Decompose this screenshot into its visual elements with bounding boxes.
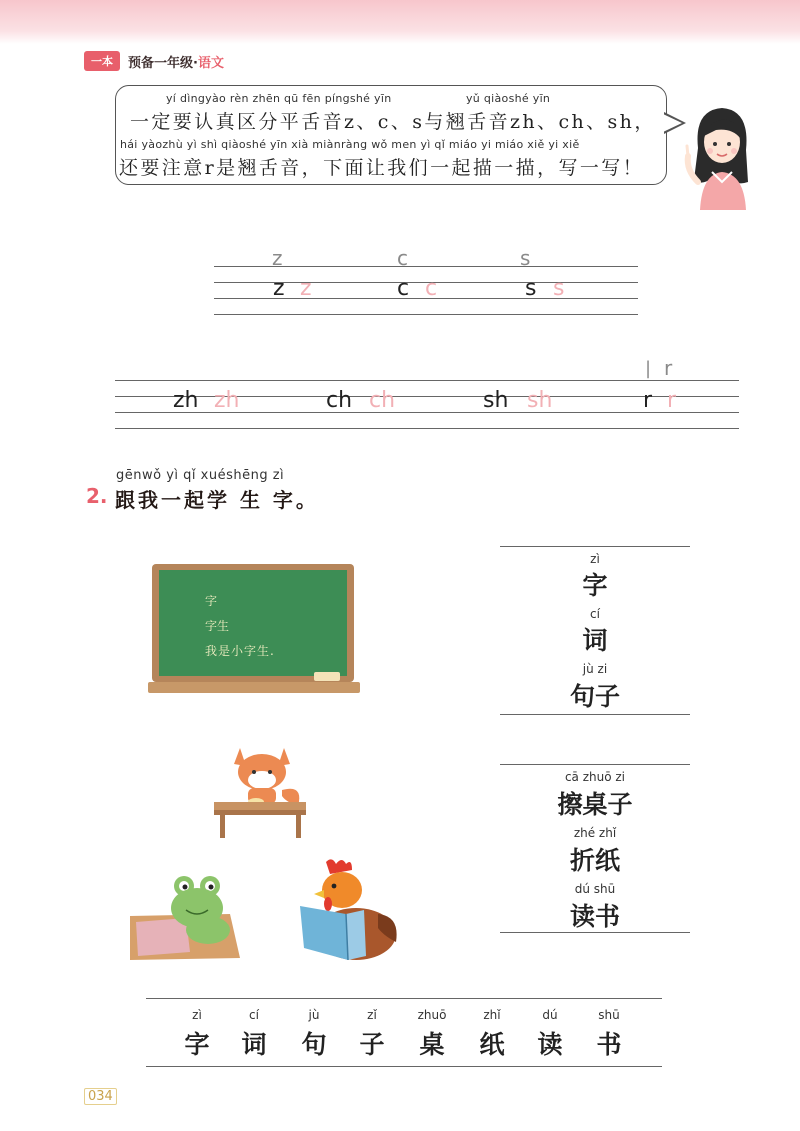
- practice-letter-zh: zh: [173, 388, 199, 413]
- blackboard-illustration: [148, 562, 360, 696]
- word-pinyin: dú shū: [574, 882, 616, 896]
- summary-pinyin: zǐ: [367, 1008, 377, 1022]
- group-top-line: [500, 546, 690, 547]
- rooster-reading-illustration: [292, 856, 402, 966]
- model-letter-s: s: [520, 246, 531, 270]
- word-pinyin: zì: [590, 552, 600, 566]
- model-letter-r-upright: |: [645, 358, 652, 379]
- header-book: 预备一年级·: [128, 55, 198, 71]
- trace-letter-r[interactable]: r: [667, 388, 677, 413]
- summary-char: 子: [359, 1030, 385, 1059]
- word-chars: 词: [582, 626, 608, 655]
- summary-pinyin: zhǐ: [483, 1008, 501, 1022]
- practice-letter-r: r: [643, 388, 653, 413]
- fox-cleaning-desk-illustration: [212, 740, 312, 840]
- intro-text-line1: 一定要认真区分平舌音z、c、s与翘舌音zh、ch、sh，: [130, 111, 656, 133]
- writing-line: [115, 380, 739, 381]
- trace-letter-ch[interactable]: ch: [369, 388, 396, 413]
- section-title: 跟我一起学 生 字。: [115, 488, 319, 512]
- header-subject: 语文: [197, 55, 224, 71]
- word-chars: 字: [582, 571, 608, 600]
- word-pinyin: zhé zhǐ: [573, 826, 617, 840]
- summary-char: 书: [596, 1030, 622, 1059]
- teacher-girl-illustration: [676, 100, 766, 210]
- summary-bottom-line: [146, 1066, 662, 1067]
- section-number: 2.: [86, 484, 108, 508]
- frog-folding-paper-illustration: [130, 872, 242, 962]
- intro-pinyin-line2: hái yàozhù yì shì qiàoshé yīn xià miànràng wǒ men yì qǐ miáo yi miáo xiě yi xiě: [120, 138, 580, 151]
- summary-char: 读: [537, 1030, 563, 1059]
- summary-char: 桌: [419, 1030, 445, 1059]
- blackboard-line1: 字: [205, 594, 218, 608]
- word-chars: 句子: [569, 682, 620, 711]
- trace-letter-s[interactable]: s: [553, 276, 565, 301]
- section-title-pinyin: gēnwǒ yì qǐ xuéshēng zì: [116, 468, 285, 483]
- summary-char: 纸: [479, 1030, 505, 1059]
- blackboard-line2: 字生: [205, 619, 230, 633]
- intro-text-line2: 还要注意r是翘舌音，下面让我们一起描一描，写一写！: [119, 157, 645, 179]
- practice-letter-ch: ch: [326, 388, 353, 413]
- group-top-line: [500, 764, 690, 765]
- group-bottom-line: [500, 932, 690, 933]
- intro-pinyin-line1: yí dìngyào rèn zhēn qū fēn píngshé yīn: [166, 92, 392, 105]
- word-pinyin: cí: [590, 607, 600, 621]
- header-title: [128, 52, 224, 71]
- summary-pinyin: jù: [308, 1008, 320, 1022]
- model-letter-c: c: [397, 246, 408, 270]
- trace-letter-z[interactable]: z: [300, 276, 312, 301]
- summary-pinyin: dú: [542, 1008, 558, 1022]
- blackboard-line3: 我是小字生.: [205, 644, 275, 658]
- trace-letter-zh[interactable]: zh: [214, 388, 240, 413]
- trace-letter-sh[interactable]: sh: [527, 388, 553, 413]
- intro-pinyin-line1b: yǔ qiàoshé yīn: [466, 92, 551, 105]
- word-pinyin: cā zhuō zi: [564, 770, 626, 784]
- writing-line: [214, 314, 638, 315]
- word-chars: 读书: [569, 902, 620, 931]
- group-bottom-line: [500, 714, 690, 715]
- summary-pinyin: shū: [598, 1008, 620, 1022]
- summary-pinyin: cí: [249, 1008, 259, 1022]
- model-letter-z: z: [272, 246, 283, 270]
- practice-letter-sh: sh: [483, 388, 509, 413]
- practice-letter-c: c: [397, 276, 410, 301]
- practice-letter-z: z: [273, 276, 285, 301]
- summary-char: 字: [184, 1030, 210, 1059]
- page-number: 034: [84, 1088, 117, 1105]
- summary-char: 词: [241, 1030, 267, 1059]
- page-top-band: [0, 0, 800, 44]
- summary-char: 句: [301, 1030, 327, 1059]
- word-pinyin: jù zi: [582, 662, 608, 676]
- running-header: [84, 50, 224, 72]
- word-chars: 折纸: [569, 846, 620, 875]
- practice-letter-s: s: [525, 276, 537, 301]
- word-chars: 擦桌子: [557, 790, 633, 819]
- header-tag: 一本: [84, 51, 120, 71]
- trace-letter-c[interactable]: c: [425, 276, 438, 301]
- summary-pinyin: zì: [192, 1008, 202, 1022]
- summary-top-line: [146, 998, 662, 999]
- writing-line: [115, 428, 739, 429]
- summary-pinyin: zhuō: [417, 1008, 447, 1022]
- model-letter-r: r: [664, 356, 673, 380]
